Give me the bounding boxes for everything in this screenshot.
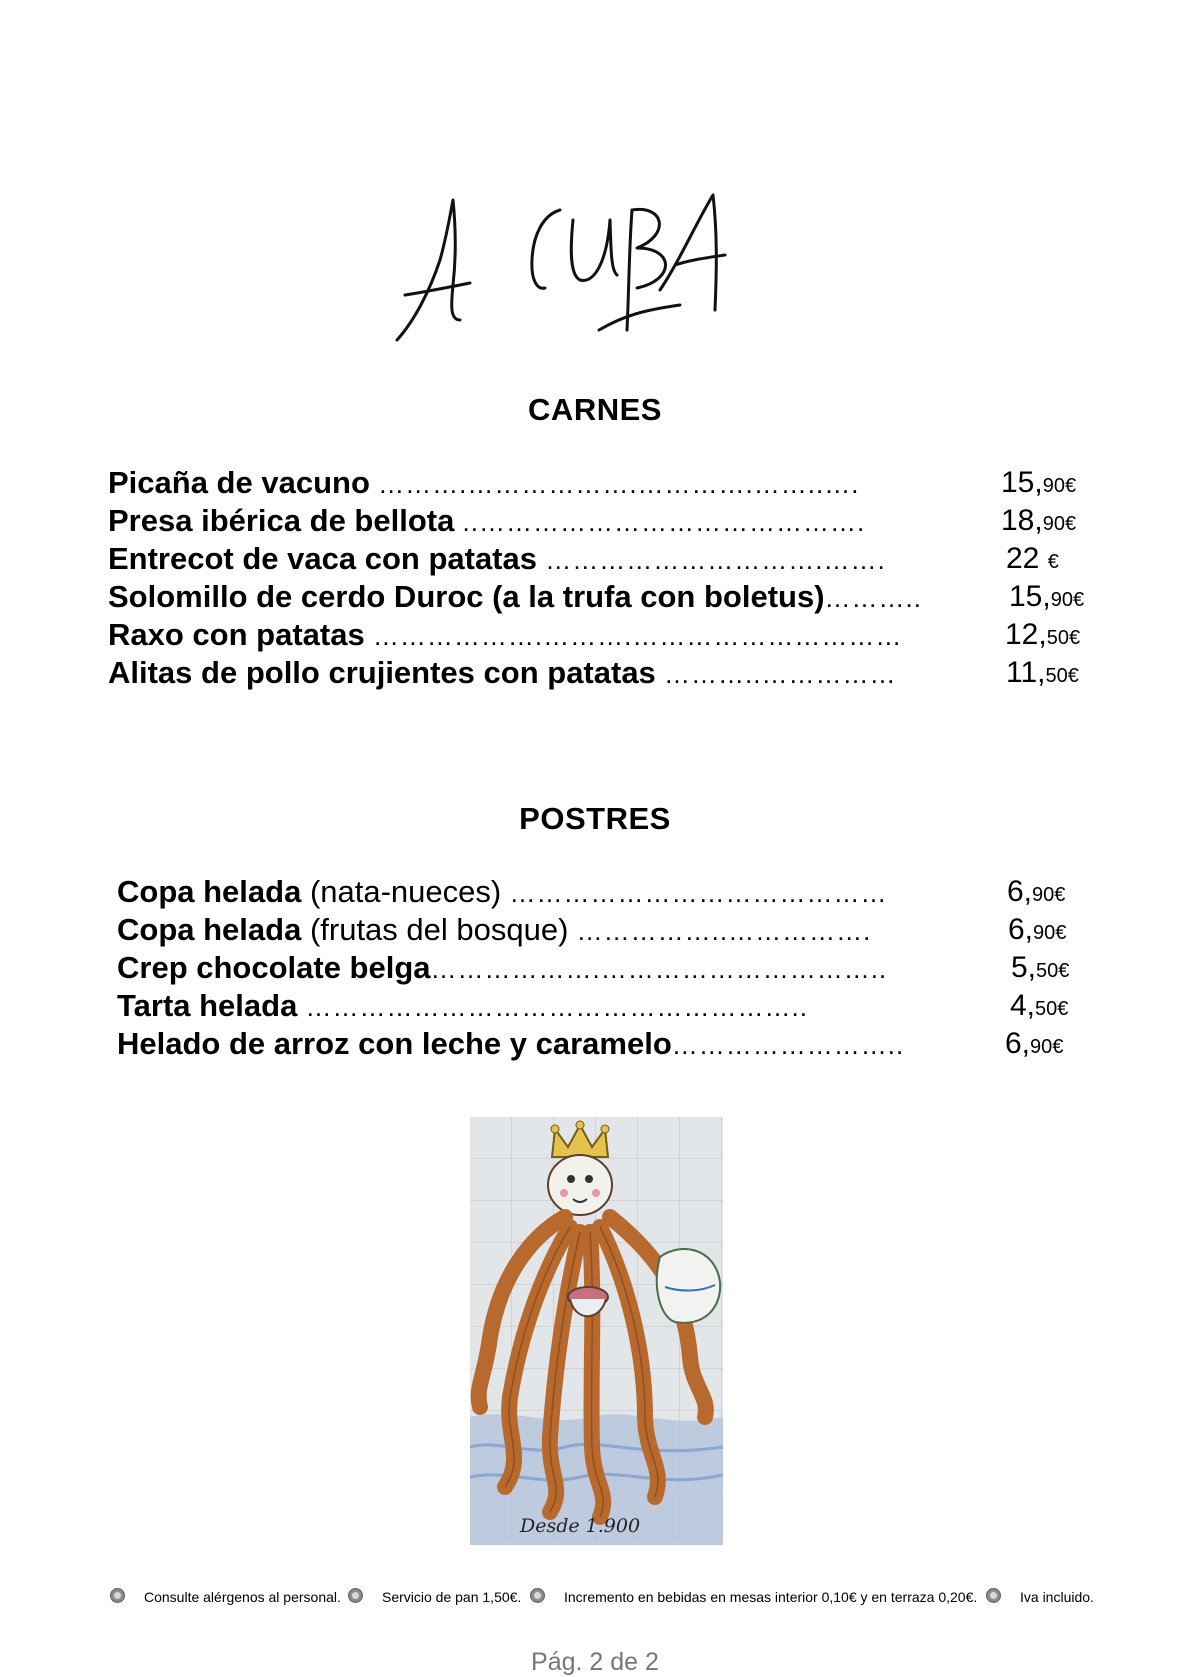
menu-item [108,616,1088,654]
item-name: Copa helada [117,874,302,909]
item-price: 12,50€ [1005,618,1081,651]
item-leader-dots: ……………….………………………….. [430,954,888,984]
item-description: (nata-nueces) [301,874,502,909]
menu-item [117,873,1097,911]
menu-item [117,1025,1097,1063]
item-description: (frutas del bosque) [301,912,569,947]
item-price: 22 € [1006,542,1059,575]
item-leader-dots: ………………………….……. [537,545,886,575]
octopus-tile-mural-image [470,1117,723,1545]
bullet-icon [110,1588,125,1603]
menu-item [117,949,1097,987]
item-price: 15,90€ [1001,466,1077,499]
menu-item [117,987,1097,1025]
menu-item [108,654,1088,692]
item-name: Solomillo de cerdo Duroc (a la trufa con boletus) [108,579,825,614]
bread-service-note: Servicio de pan 1,50€. [382,1589,522,1605]
item-leader-dots: ..……………………………………. [454,507,866,537]
page-number: Pág. 2 de 2 [531,1648,659,1676]
menu-item [117,911,1097,949]
octopus-illustration [470,1117,723,1545]
item-name: Picaña de vacuno [108,465,370,500]
item-name: Presa ibérica de bellota [108,503,455,538]
item-name: Helado de arroz con leche y caramelo [117,1026,672,1061]
item-price: 11,50€ [1006,656,1079,689]
item-leader-dots: ……….. [824,583,922,613]
menu-item [108,540,1088,578]
item-price: 18,90€ [1001,504,1077,537]
drinks-surcharge-note: Incremento en bebidas en mesas interior 0,10€ y en terraza 0,20€. [564,1589,978,1605]
item-leader-dots: ……………….……….………………………… [364,621,903,651]
bullet-icon [530,1588,545,1603]
item-leader-dots: …………………….. [671,1030,905,1060]
allergens-note: Consulte alérgenos al personal. [144,1589,341,1605]
postres-list [117,873,1097,1063]
item-name: Copa helada [117,912,302,947]
section-title-carnes: CARNES [528,392,662,427]
item-name: Tarta helada [117,988,298,1023]
item-name: Alitas de pollo crujientes con patatas [108,655,656,690]
item-leader-dots: ……….……………….………….……..…. [369,469,860,499]
bullet-icon [348,1588,363,1603]
item-leader-dots: ……………..……………. [568,916,872,946]
item-leader-dots: ………..…………… [655,659,897,689]
item-price: 6,90€ [1008,913,1067,946]
section-title-postres: POSTRES [519,801,671,836]
item-price: 5,50€ [1011,951,1070,984]
carnes-list [108,464,1088,692]
item-price: 6,90€ [1005,1027,1064,1060]
item-name: Raxo con patatas [108,617,365,652]
item-price: 4,50€ [1010,989,1069,1022]
menu-item [108,578,1088,616]
menu-item [108,502,1088,540]
restaurant-logo [385,180,785,350]
item-leader-dots: ……………………………………………….. [297,992,808,1022]
bullet-icon [986,1588,1001,1603]
vat-note: Iva incluido. [1020,1589,1094,1605]
item-price: 15,90€ [1009,580,1085,613]
picture-caption: Desde 1.900 [520,1515,641,1537]
footer-notes [108,1585,1108,1609]
item-name: Crep chocolate belga [117,950,431,985]
item-name: Entrecot de vaca con patatas [108,541,537,576]
menu-item [108,464,1088,502]
item-price: 6,90€ [1007,875,1066,908]
item-leader-dots: …………………………………… [501,878,888,908]
